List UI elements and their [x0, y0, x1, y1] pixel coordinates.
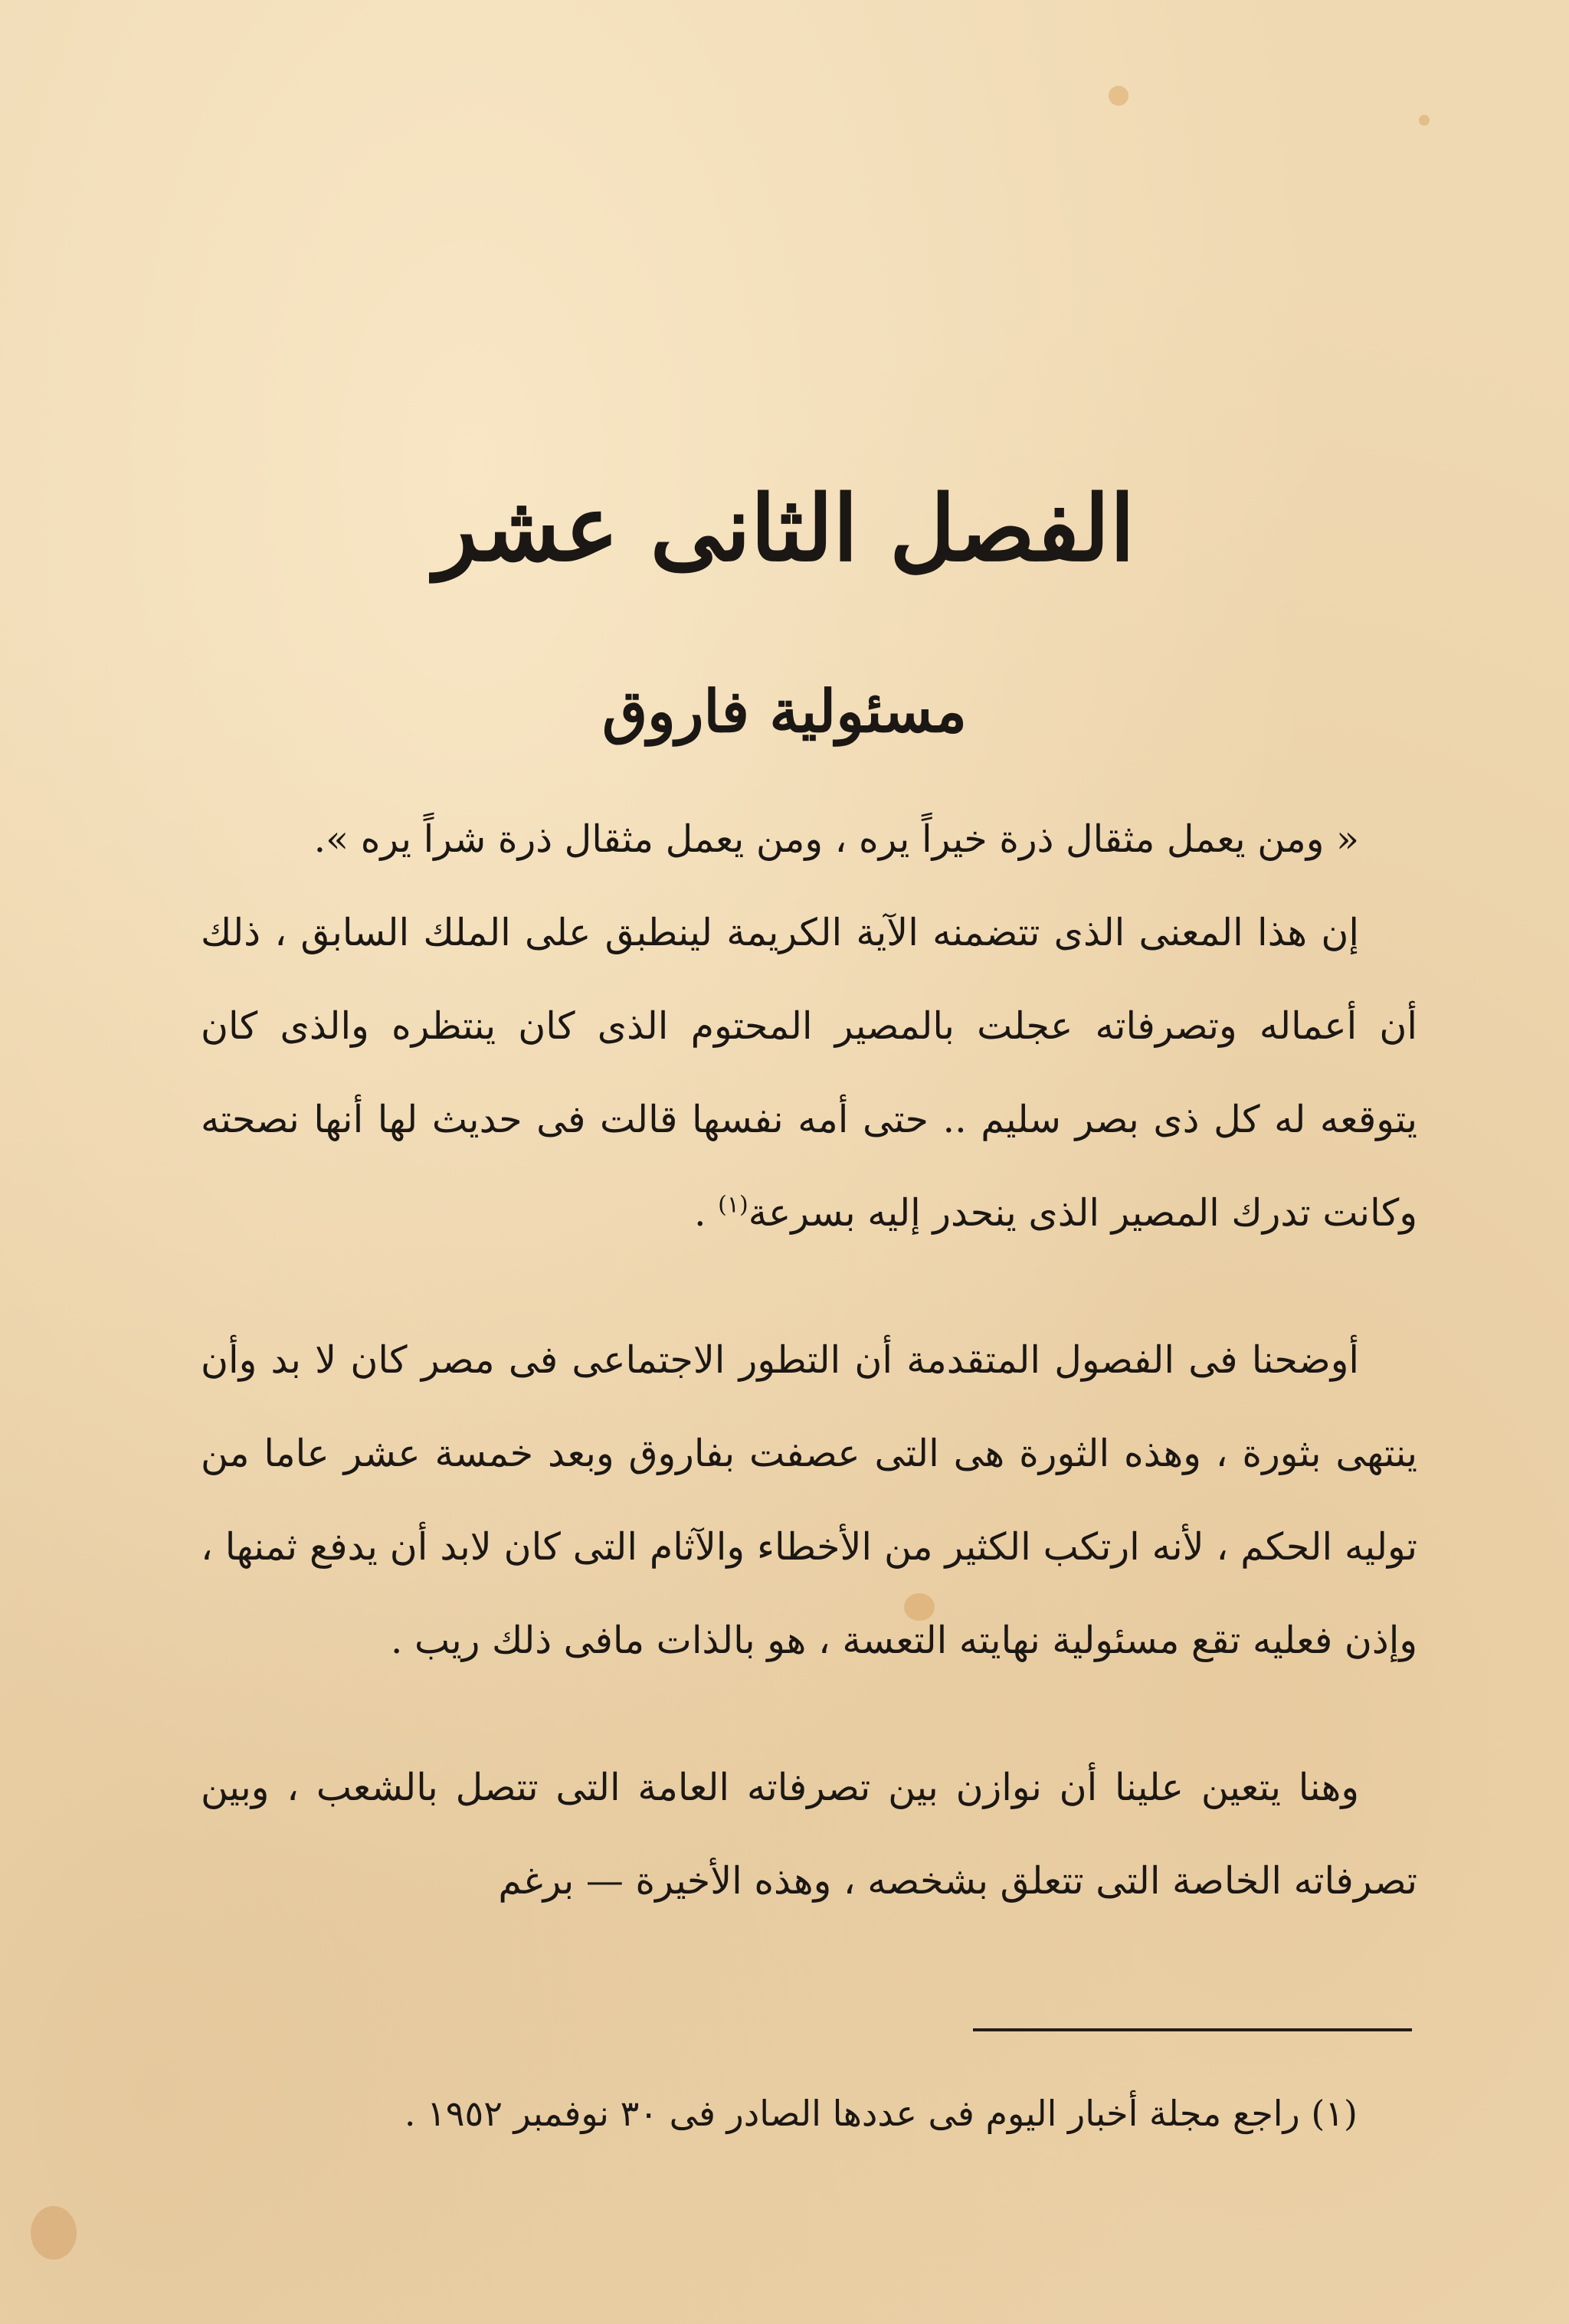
footnote-divider: [973, 2028, 1412, 2031]
paragraph-2: أوضحنا فى الفصول المتقدمة أن التطور الاجتماعى فى مصر كان لا بد وأن ينتهى بثورة ، وهذه الثورة هى التى عصفت بفاروق وبعد خمسة عشر عاما من توليه الحكم ، لأنه ارتكب الكثير من الأخطاء والآثام التى كان لابد أن يدفع ثمنها ، وإذن فعليه تقع مسئولية نهايته التعسة ، هو بالذات مافى ذلك ريب .: [201, 1338, 1417, 1662]
chapter-title: الفصل الثانى عشر: [434, 475, 1135, 582]
paragraph-1-end: .: [694, 1191, 719, 1235]
paper-stain: [1419, 115, 1430, 126]
chapter-subtitle: مسئولية فاروق: [602, 677, 967, 746]
body-text: [201, 793, 1417, 1928]
paragraph-1-text: إن هذا المعنى الذى تتضمنه الآية الكريمة لينطبق على الملك السابق ، ذلك أن أعماله وتصرفاته عجلت بالمصير المحتوم الذى كان ينتظره والذى كان يتوقعه له كل ذى بصر سليم .. حتى أمه نفسها قالت فى حديث لها أنها نصحته وكانت تدرك المصير الذى ينحدر إليه بسرعة: [201, 911, 1417, 1235]
footnote-reference: (١): [718, 1191, 748, 1219]
paragraph-3: وهنا يتعين علينا أن نوازن بين تصرفاته العامة التى تتصل بالشعب ، وبين تصرفاته الخاصة التى تتعلق بشخصه ، وهذه الأخيرة — برغم: [201, 1766, 1417, 1903]
footnote: (١) راجع مجلة أخبار اليوم فى عددها الصادر فى ٣٠ نوفمبر ١٩٥٢ .: [404, 2093, 1358, 2134]
paragraph-1: [201, 886, 1417, 1260]
paper-stain: [31, 2206, 77, 2260]
quran-quote: « ومن يعمل مثقال ذرة خيراً يره ، ومن يعمل مثقال ذرة شراً يره ».: [313, 817, 1359, 861]
paper-stain: [1109, 86, 1128, 106]
